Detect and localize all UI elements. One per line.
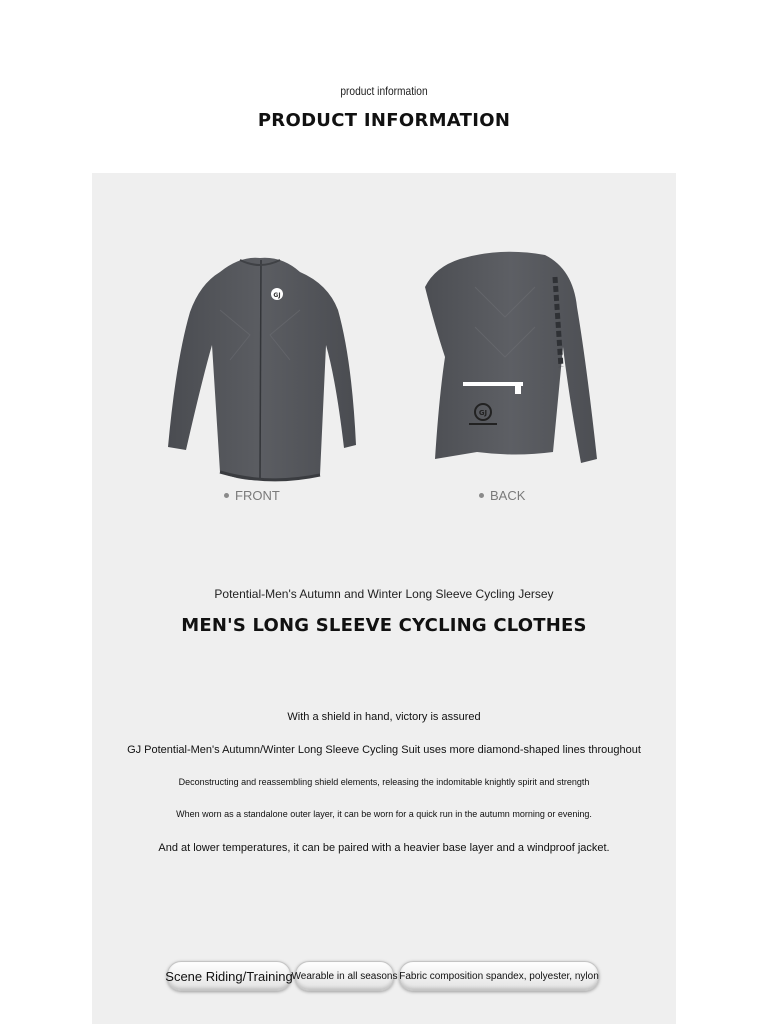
- product-subtitle: Potential-Men's Autumn and Winter Long Sleeve Cycling Jersey: [214, 587, 554, 601]
- tag-fabric: Fabric composition spandex, polyester, nylon: [399, 961, 599, 991]
- jersey-front-image: [160, 250, 360, 485]
- description-line: With a shield in hand, victory is assured: [287, 711, 481, 723]
- svg-text:GJ: GJ: [273, 292, 281, 299]
- bullet-icon: [224, 493, 229, 498]
- tag-seasons: Wearable in all seasons: [295, 961, 394, 991]
- product-title: MEN'S LONG SLEEVE CYCLING CLOTHES: [181, 615, 587, 636]
- back-label-text: BACK: [490, 488, 526, 503]
- section-title: PRODUCT INFORMATION: [257, 110, 511, 131]
- description-line: GJ Potential-Men's Autumn/Winter Long Sleeve Cycling Suit uses more diamond-shaped lines throughout: [127, 744, 641, 756]
- description-line: Deconstructing and reassembling shield elements, releasing the indomitable knightly spirit and strength: [178, 777, 590, 787]
- front-view-label: [224, 488, 280, 503]
- back-view-label: [479, 488, 525, 503]
- svg-text:GJ: GJ: [478, 409, 488, 417]
- description-line: When worn as a standalone outer layer, it can be worn for a quick run in the autumn morning or evening.: [176, 809, 592, 819]
- description-line: And at lower temperatures, it can be paired with a heavier base layer and a windproof jacket.: [158, 842, 610, 854]
- jersey-back-image: [405, 247, 605, 467]
- front-label-text: FRONT: [235, 488, 280, 503]
- bullet-icon: [479, 493, 484, 498]
- section-subtitle: product information: [340, 84, 428, 98]
- tag-scene: Scene Riding/Training: [167, 961, 291, 991]
